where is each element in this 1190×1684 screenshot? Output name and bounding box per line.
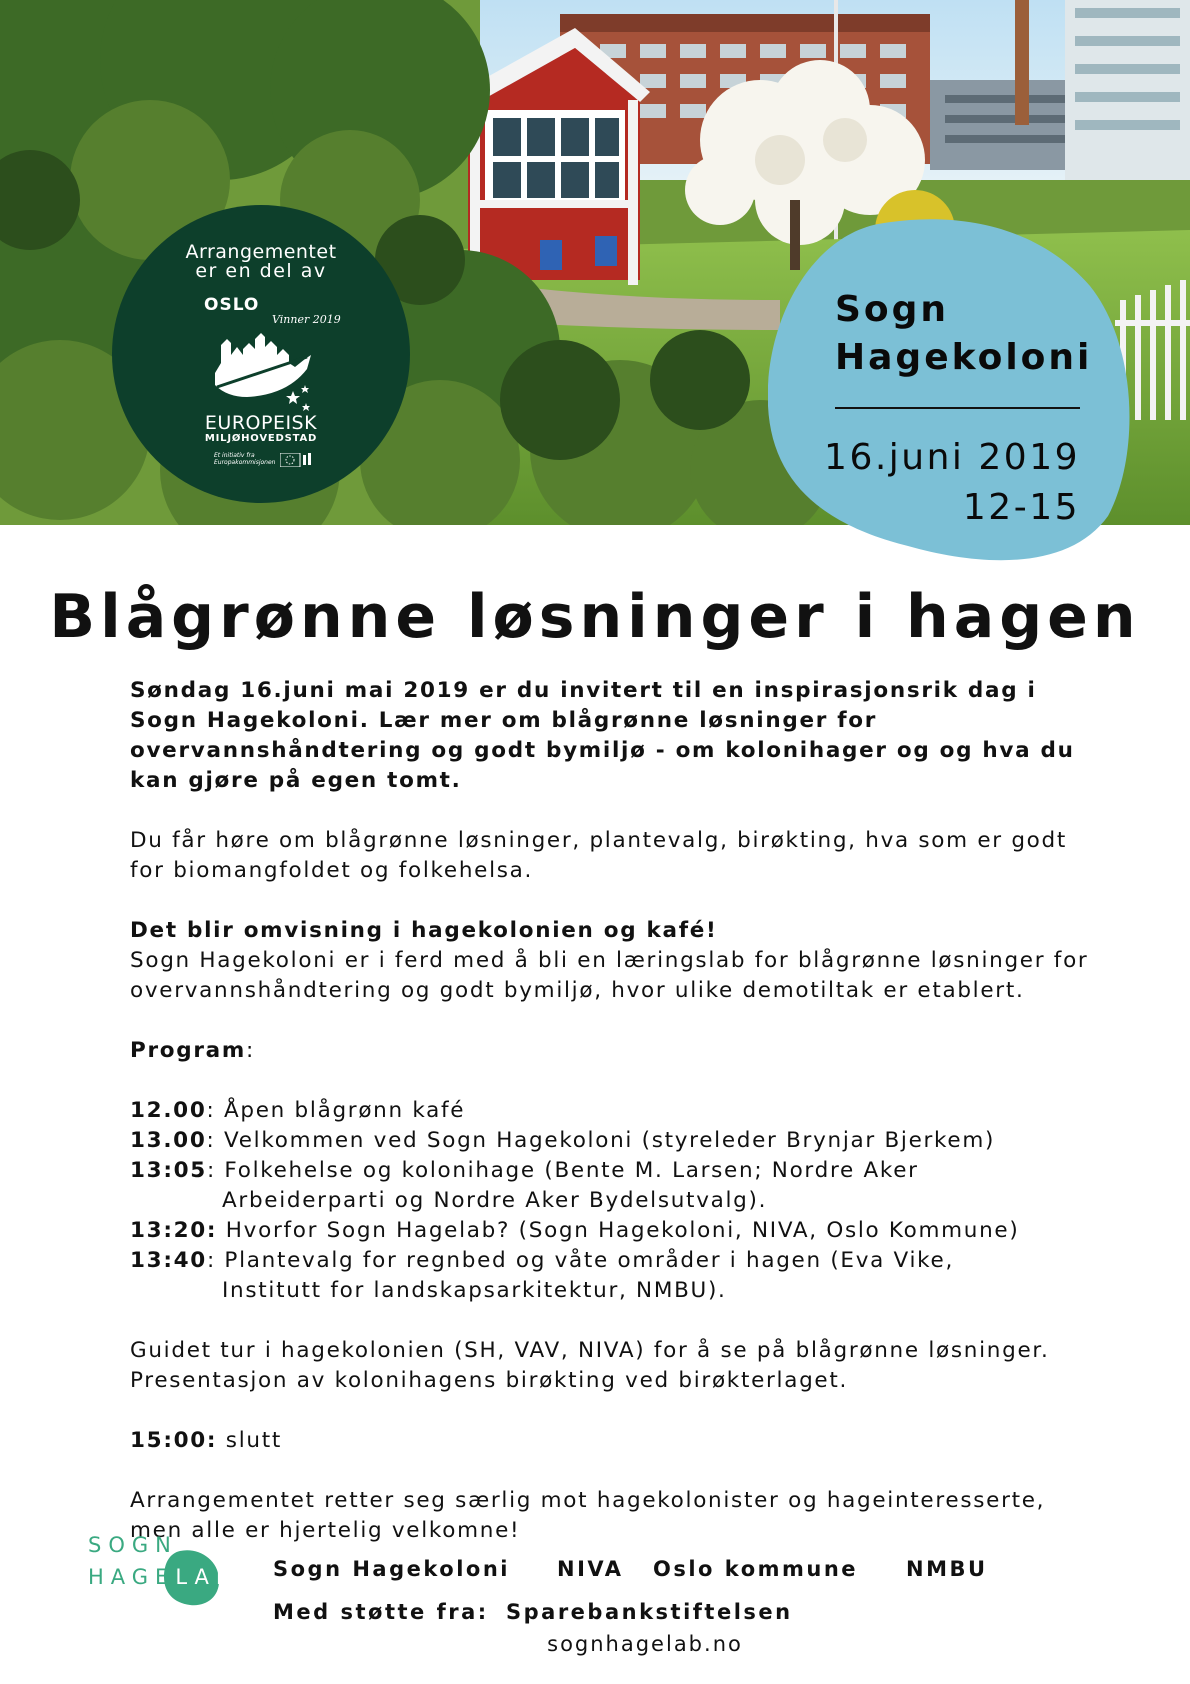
partner-oslo: Oslo kommune [653, 1557, 859, 1581]
program-text: Plantevalg for regnbed og våte områder i hagen (Eva Vike, [224, 1248, 954, 1273]
sogn-hagelab-logo [88, 1533, 238, 1619]
event-datetime [820, 433, 1080, 533]
partner-sogn: Sogn Hagekoloni [273, 1557, 510, 1581]
intro-paragraph: Søndag 16.juni mai 2019 er du invitert til en inspirasjonsrik dag i Sogn Hagekoloni. Lær mer om blågrønne løsninger for overvannshåndtering og godt bymiljø - om kolonihager og og hva du kan gjøre på egen tomt. [130, 678, 1075, 793]
badge-title: EUROPEISK [204, 412, 318, 434]
logo-line-2 [88, 1565, 237, 1589]
partner-nmbu: NMBU [906, 1557, 988, 1581]
divider [835, 407, 1080, 409]
lab-paragraph: Sogn Hagekoloni er i ferd med å bli en læringslab for blågrønne løsninger for overvannshåndtering og godt bymiljø, hvor ulike demotiltak er etablert. [130, 948, 1089, 1003]
badge-winner-text: Vinner 2019 [272, 313, 341, 326]
program-time: 12.00 [130, 1098, 207, 1123]
badge-line-1: Arrangementet [185, 241, 337, 263]
program-item: 13:05: Folkehelse og kolonihage (Bente M. Larsen; Nordre Aker [130, 1158, 919, 1183]
program-item: 13:40: Plantevalg for regnbed og våte områder i hagen (Eva Vike, [130, 1248, 954, 1273]
program-item: 12.00: Åpen blågrønn kafé [130, 1098, 466, 1123]
badge-city: OSLO [204, 295, 260, 315]
topics-paragraph: Du får høre om blågrønne løsninger, plantevalg, birøkting, hva som er godt for biomangfoldet og folkehelsa. [130, 828, 1068, 883]
closing-line-2: men alle er hjertelig velkomne! [130, 1518, 521, 1543]
event-name-line-1: Sogn [835, 289, 950, 330]
website-link[interactable]: sognhagelab.no [547, 1632, 743, 1656]
event-name [835, 286, 1092, 382]
program-text: Åpen blågrønn kafé [224, 1098, 466, 1123]
program-item-continuation: Arbeiderparti og Nordre Aker Bydelsutvalg). [222, 1188, 768, 1213]
guided-tour-line: Guidet tur i hagekolonien (SH, VAV, NIVA) for å se på blågrønne løsninger. [130, 1338, 1050, 1363]
logo-lab: LAB [175, 1565, 238, 1589]
beekeeping-line: Presentasjon av kolonihagens birøkting ved birøkterlaget. [130, 1368, 849, 1393]
program-item [130, 1216, 1140, 1246]
program-label: Program [130, 1038, 246, 1063]
partner-niva: NIVA [557, 1557, 624, 1581]
program-text: Hvorfor Sogn Hagelab? (Sogn Hagekoloni, NIVA, Oslo Kommune) [225, 1218, 1020, 1243]
highlight-text: Det blir omvisning i hagekolonien og kafé! [130, 918, 718, 943]
invitation-body [130, 676, 1140, 1546]
program-time: 13:05 [130, 1158, 207, 1183]
event-time: 12-15 [962, 487, 1080, 528]
badge-initiative: Et initiativ fra Europakommisjonen [214, 452, 276, 466]
end-text: slutt [225, 1428, 282, 1453]
support-label: Med støtte fra: [273, 1600, 489, 1624]
program-item-continuation: Institutt for landskapsarkitektur, NMBU). [222, 1278, 727, 1303]
program-time: 13.00 [130, 1128, 207, 1153]
support-sponsor: Sparebankstiftelsen [506, 1600, 793, 1624]
program-time: 13:20: [130, 1218, 218, 1243]
end-line [130, 1426, 1140, 1456]
closing-line-1: Arrangementet retter seg særlig mot hagekolonister og hageinteresserte, [130, 1488, 1046, 1513]
event-name-line-2: Hagekoloni [835, 337, 1093, 378]
event-date: 16.juni 2019 [824, 437, 1080, 478]
city-leaf-icon [207, 325, 317, 415]
logo-hage: HAGE [88, 1565, 176, 1589]
eu-flag-icon [280, 453, 312, 467]
program-item: 13.00: Velkommen ved Sogn Hagekoloni (styreleder Brynjar Bjerkem) [130, 1128, 996, 1153]
badge-line-2: er en del av [195, 260, 327, 282]
badge-subtitle: MILJØHOVEDSTAD [204, 433, 318, 444]
page-title: Blågrønne løsninger i hagen [49, 582, 1141, 652]
program-time: 13:40 [130, 1248, 207, 1273]
program-heading: Program: [130, 1038, 255, 1063]
program-text: Folkehelse og kolonihage (Bente M. Larsen; Nordre Aker [224, 1158, 919, 1183]
end-time: 15:00: [130, 1428, 218, 1453]
logo-line-1: SOGN [88, 1533, 178, 1557]
program-text: Velkommen ved Sogn Hagekoloni (styreleder Brynjar Bjerkem) [224, 1128, 996, 1153]
european-green-capital-badge [112, 205, 410, 503]
